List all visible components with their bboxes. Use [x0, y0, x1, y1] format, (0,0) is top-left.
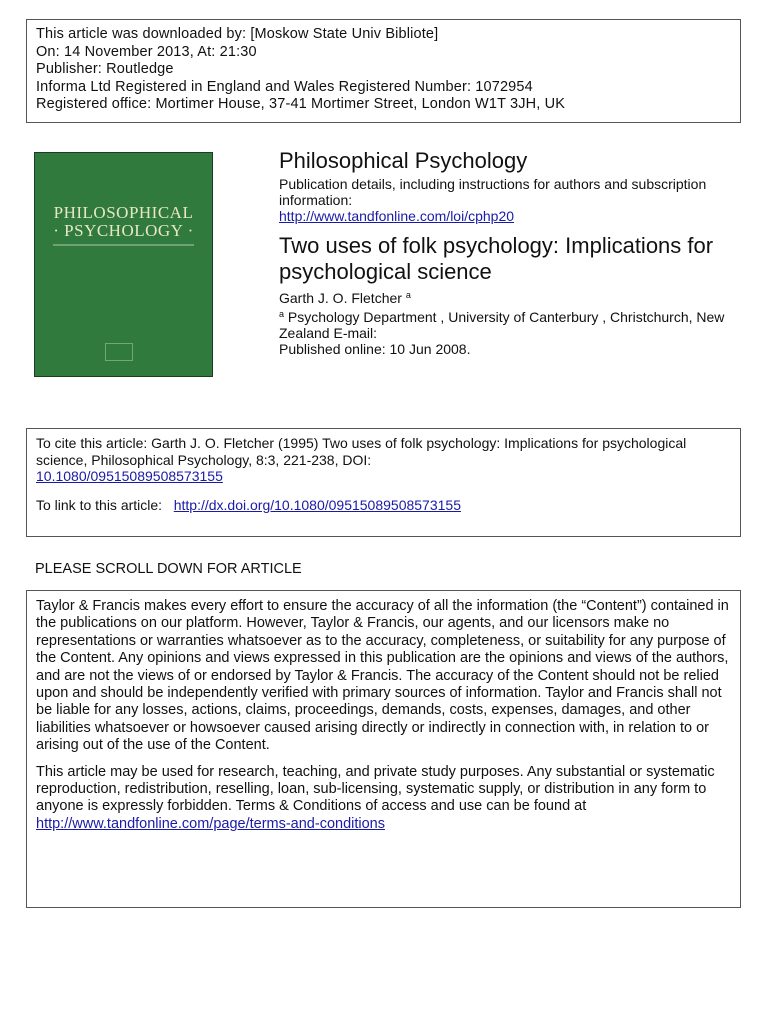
- article-title: Two uses of folk psychology: Implications for psychological science: [279, 233, 714, 284]
- disclaimer-box: [26, 590, 741, 908]
- citation-body: To cite this article: Garth J. O. Fletcher (1995) Two uses of folk psychology: Implications for psychological science, Philosophical Psychology, 8:3, 221-238, DOI:: [36, 435, 687, 468]
- author-affiliation-marker: a: [405, 290, 411, 300]
- publisher-logo-icon: [105, 343, 133, 361]
- usage-text: This article may be used for research, teaching, and private study purposes. Any substantial or systematic reproduction, redistribution, reselling, loan, sub-licensing, systematic supply, or distribution in any form to anyone is expressly forbidden. Terms & Conditions of access and use can be found at: [36, 763, 715, 815]
- article-link-row: [36, 497, 740, 514]
- scroll-notice: PLEASE SCROLL DOWN FOR ARTICLE: [35, 561, 302, 577]
- usage-paragraph: [36, 764, 732, 834]
- download-line: On: 14 November 2013, At: 21:30: [36, 43, 257, 60]
- author-line: [279, 290, 729, 306]
- doi-link[interactable]: 10.1080/09515089508573155: [36, 468, 223, 484]
- link-label: To link to this article:: [36, 496, 163, 513]
- journal-url-link[interactable]: http://www.tandfonline.com/loi/cphp20: [279, 208, 515, 224]
- download-line: Publisher: Routledge: [36, 61, 174, 77]
- affiliation: [279, 309, 729, 341]
- journal-cover-image: [34, 152, 213, 377]
- publication-details: [279, 176, 729, 224]
- affiliation-marker: a: [279, 309, 285, 319]
- published-online: Published online: 10 Jun 2008.: [279, 341, 471, 357]
- disclaimer-paragraph: Taylor & Francis makes every effort to ensure the accuracy of all the information (the “Content”) contained in the publications on our platform. However, Taylor & Francis, our agents, and our licensors make no representations or warranties whatsoever as to the accuracy, completeness, or suitability for any purpose of the Content. Any opinions and views expressed in this publication are the opinions and views of the authors, and are not the views of or endorsed by Taylor & Francis. The accuracy of the Content should not be relied upon and should be independently verified with primary sources of information. Taylor and Francis shall not be liable for any losses, actions, claims, proceedings, demands, costs, expenses, damages, and other liabilities whatsoever or howsoever caused arising directly or indirectly in connection with, in relation to or arising out of the use of the Content.: [36, 598, 729, 754]
- author-name: Garth J. O. Fletcher: [279, 290, 402, 306]
- citation-text: [36, 435, 740, 485]
- download-line: This article was downloaded by: [Moskow State Univ Bibliote]: [36, 26, 439, 42]
- cover-strip: [53, 244, 194, 246]
- article-doi-url-link[interactable]: http://dx.doi.org/10.1080/09515089508573155: [173, 496, 461, 513]
- cover-title-line2: · PSYCHOLOGY ·: [53, 221, 194, 240]
- download-info-box: [26, 19, 741, 123]
- download-line: Informa Ltd Registered in England and Wales Registered Number: 1072954: [36, 78, 533, 95]
- download-line: Registered office: Mortimer House, 37-41 Mortimer Street, London W1T 3JH, UK: [36, 96, 566, 112]
- affiliation-text: Psychology Department , University of Canterbury , Christchurch, New Zealand E-mail:: [279, 309, 725, 341]
- journal-title: Philosophical Psychology: [279, 148, 528, 173]
- publication-info: [279, 146, 729, 357]
- cover-title-line1: PHILOSOPHICAL: [53, 203, 194, 222]
- publication-details-text: Publication details, including instructions for authors and subscription information:: [279, 176, 707, 208]
- citation-box: [26, 428, 741, 537]
- terms-url-link[interactable]: http://www.tandfonline.com/page/terms-and-conditions: [36, 815, 385, 832]
